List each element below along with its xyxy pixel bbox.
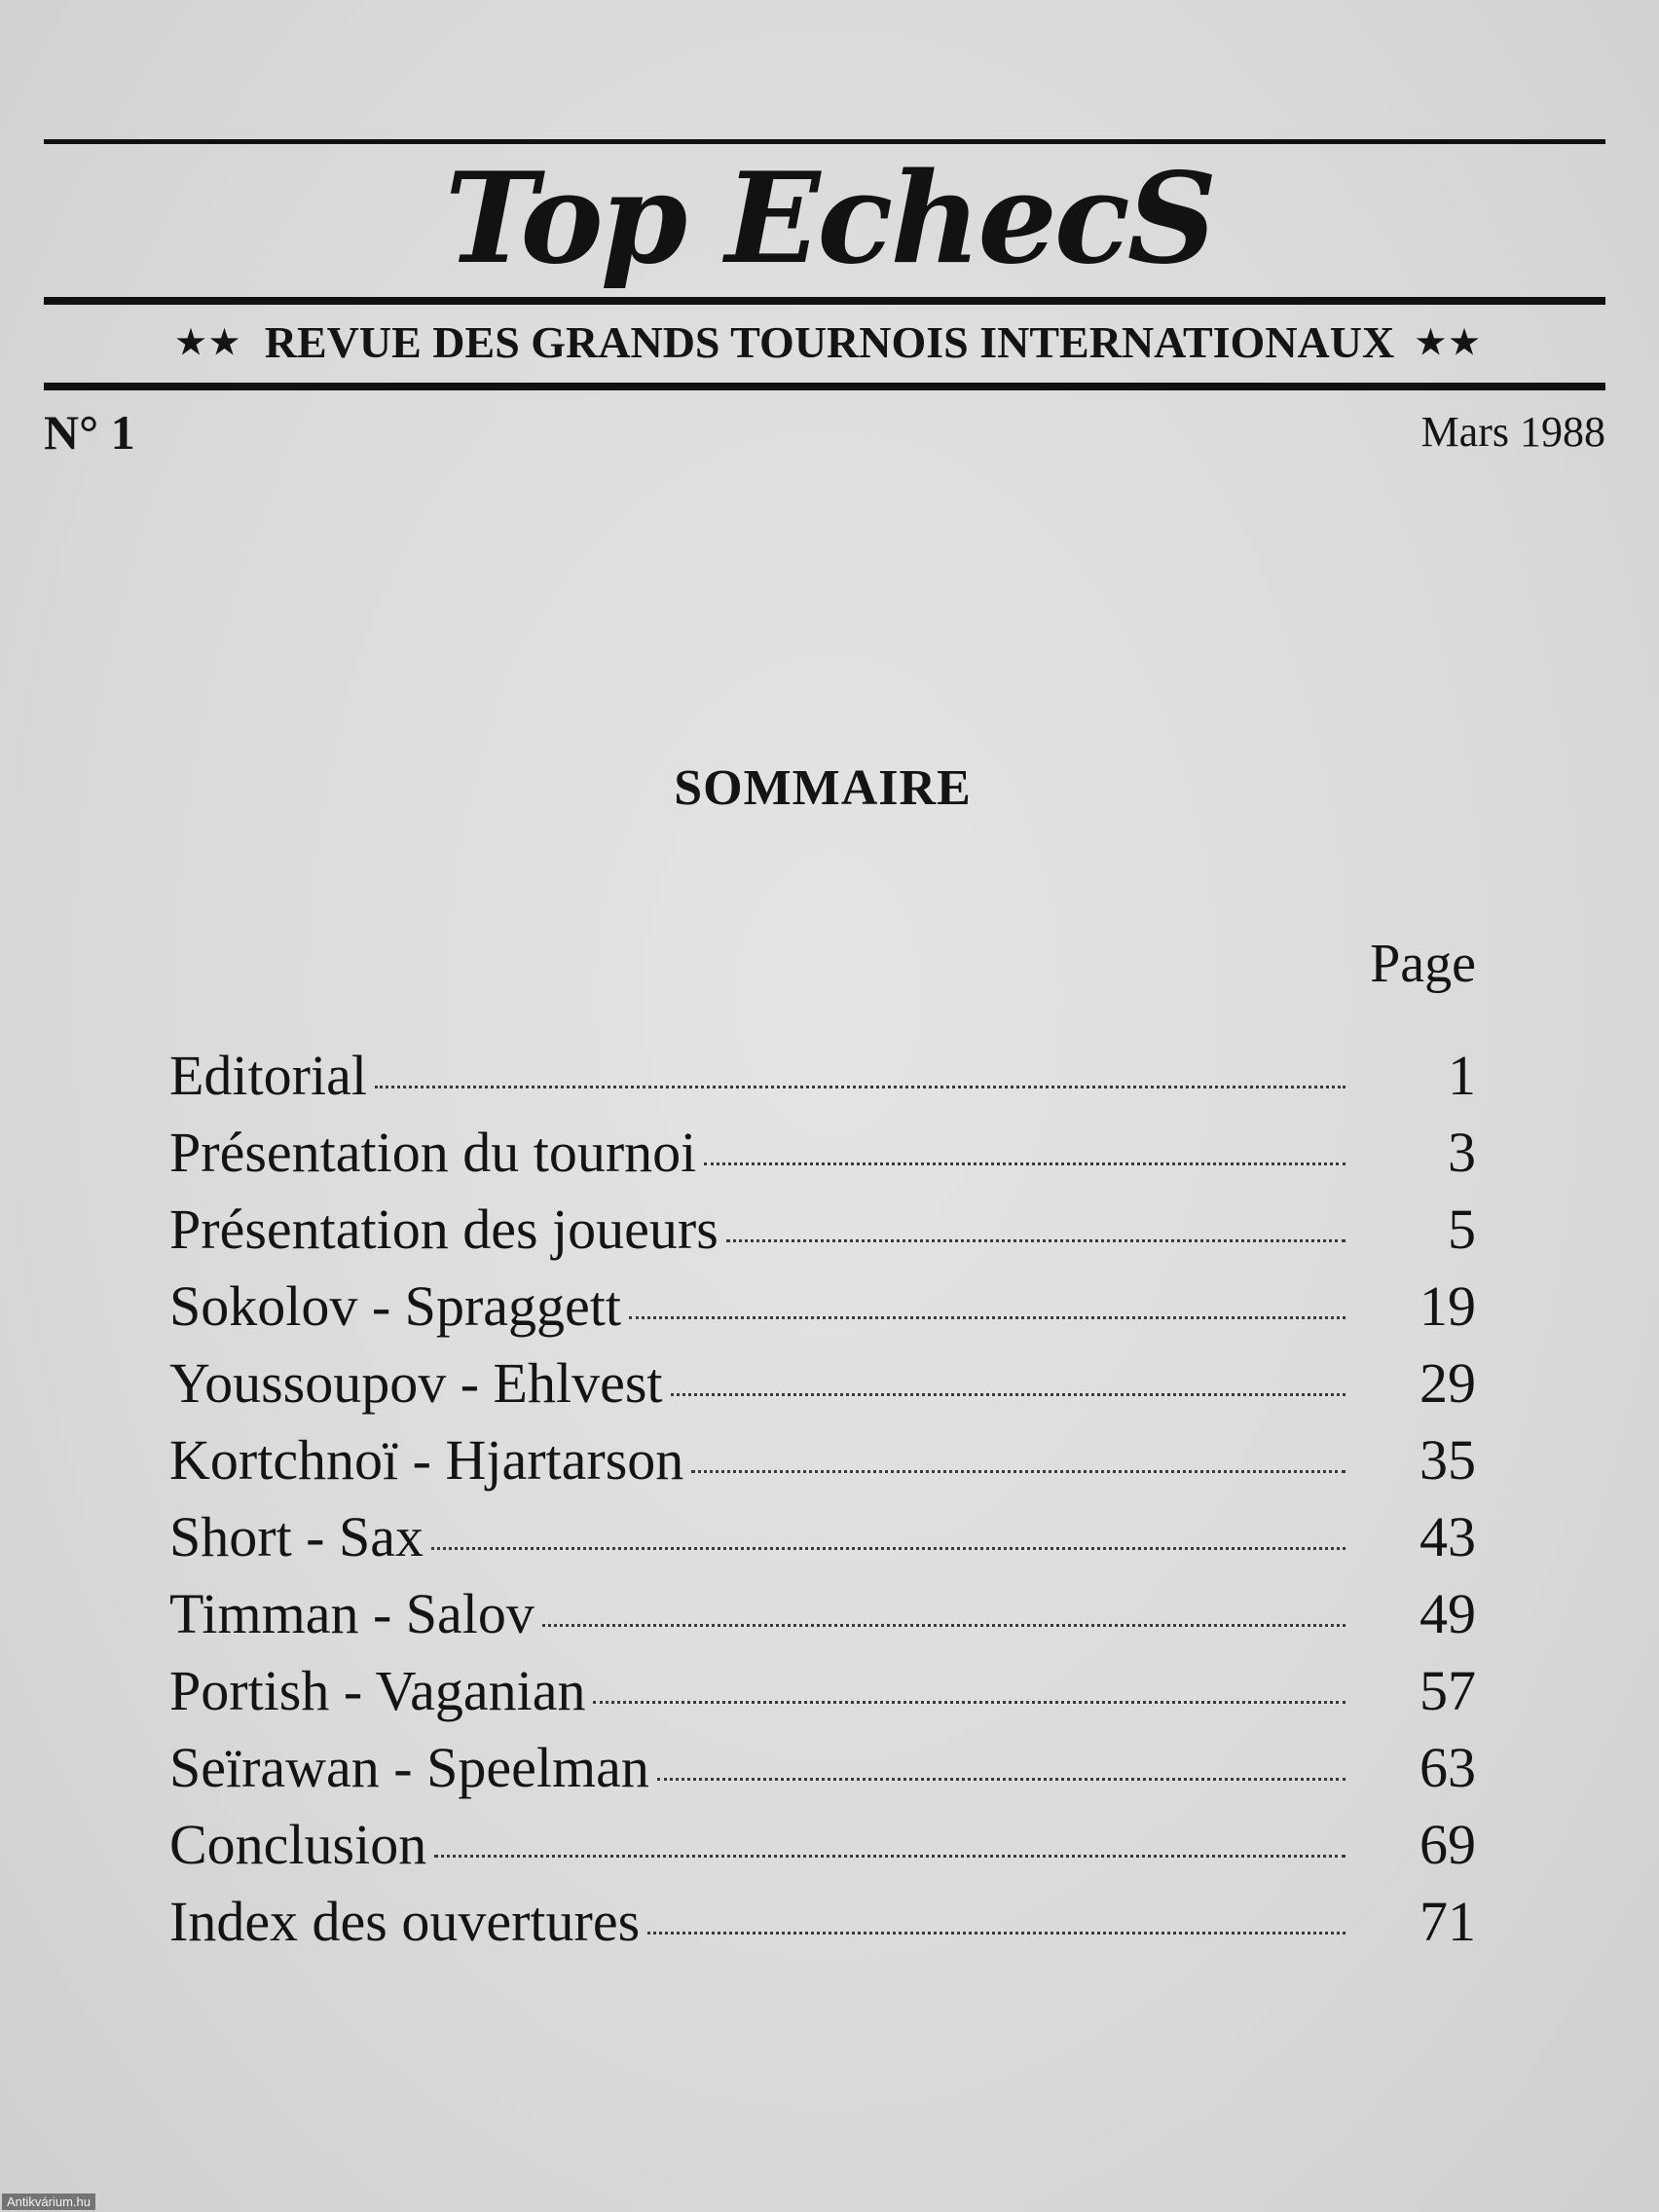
- toc-entry-title: Youssoupov - Ehlvest: [169, 1351, 663, 1415]
- toc-entry-title: Seïrawan - Speelman: [169, 1736, 649, 1799]
- toc-entry-title: Présentation du tournoi: [169, 1121, 697, 1184]
- toc-entry-page: 69: [1419, 1813, 1476, 1876]
- dot-leader: [691, 1470, 1346, 1473]
- toc-entry-page: 71: [1419, 1890, 1476, 1953]
- toc-entry-title: Timman - Salov: [169, 1582, 535, 1645]
- toc-entry: [169, 1421, 1476, 1498]
- toc-entry-page: 49: [1419, 1582, 1476, 1645]
- toc-entry-title: Short - Sax: [169, 1505, 424, 1568]
- subtitle-text: REVUE DES GRANDS TOURNOIS INTERNATIONAUX: [264, 317, 1395, 367]
- toc-entry-page: 43: [1419, 1505, 1476, 1568]
- dot-leader: [375, 1086, 1346, 1088]
- subtitle-rule: [44, 383, 1605, 390]
- toc-entry: [169, 1652, 1476, 1729]
- dot-leader: [593, 1701, 1346, 1704]
- issue-date: Mars 1988: [1420, 408, 1605, 456]
- toc-entry: [169, 1498, 1476, 1575]
- toc-entry-page: 1: [1448, 1044, 1476, 1107]
- toc-entry-title: Conclusion: [169, 1813, 427, 1876]
- toc-entry-page: 19: [1419, 1274, 1476, 1338]
- dot-leader: [431, 1547, 1346, 1550]
- magazine-subtitle: [0, 313, 1659, 373]
- magazine-title: Top EchecS: [444, 146, 1215, 292]
- toc-entry: [169, 1114, 1476, 1191]
- toc-entry: [169, 1729, 1476, 1806]
- masthead-rule: [44, 297, 1605, 305]
- toc-entry-title: Présentation des joueurs: [169, 1198, 719, 1261]
- toc-entry-page: 63: [1419, 1736, 1476, 1799]
- toc-entry: [169, 1037, 1476, 1114]
- stars-left-icon: ★★: [175, 325, 243, 361]
- toc-entry: [169, 1268, 1476, 1345]
- toc-entry-page: 57: [1419, 1659, 1476, 1722]
- toc-entry-title: Editorial: [169, 1044, 367, 1107]
- dot-leader: [657, 1778, 1346, 1781]
- issue-number: N° 1: [44, 405, 135, 460]
- top-rule: [44, 139, 1605, 144]
- toc-entry-title: Kortchnoï - Hjartarson: [169, 1428, 684, 1492]
- toc-entry: [169, 1806, 1476, 1883]
- dot-leader: [671, 1393, 1346, 1396]
- dot-leader: [434, 1855, 1346, 1858]
- watermark: Antikvárium.hu: [2, 2194, 95, 2210]
- toc-entry-page: 3: [1448, 1121, 1476, 1184]
- page-column-label: Page: [1370, 934, 1476, 994]
- toc-entry-title: Index des ouvertures: [169, 1890, 641, 1953]
- toc-entry-page: 29: [1419, 1351, 1476, 1415]
- dot-leader: [726, 1239, 1346, 1242]
- toc-entry-page: 35: [1419, 1428, 1476, 1492]
- dot-leader: [647, 1932, 1346, 1935]
- toc-entry-page: 5: [1448, 1198, 1476, 1261]
- toc-entry-title: Sokolov - Spraggett: [169, 1274, 621, 1338]
- toc-entry: [169, 1345, 1476, 1421]
- toc-entry: [169, 1191, 1476, 1268]
- dot-leader: [542, 1624, 1346, 1627]
- dot-leader: [629, 1316, 1346, 1319]
- dot-leader: [704, 1162, 1346, 1165]
- toc-entry: [169, 1575, 1476, 1652]
- toc-entry-title: Portish - Vaganian: [169, 1659, 586, 1722]
- stars-right-icon: ★★: [1416, 325, 1484, 361]
- toc-entry: [169, 1883, 1476, 1960]
- contents-heading: SOMMAIRE: [674, 760, 972, 816]
- table-of-contents: [169, 1037, 1476, 1960]
